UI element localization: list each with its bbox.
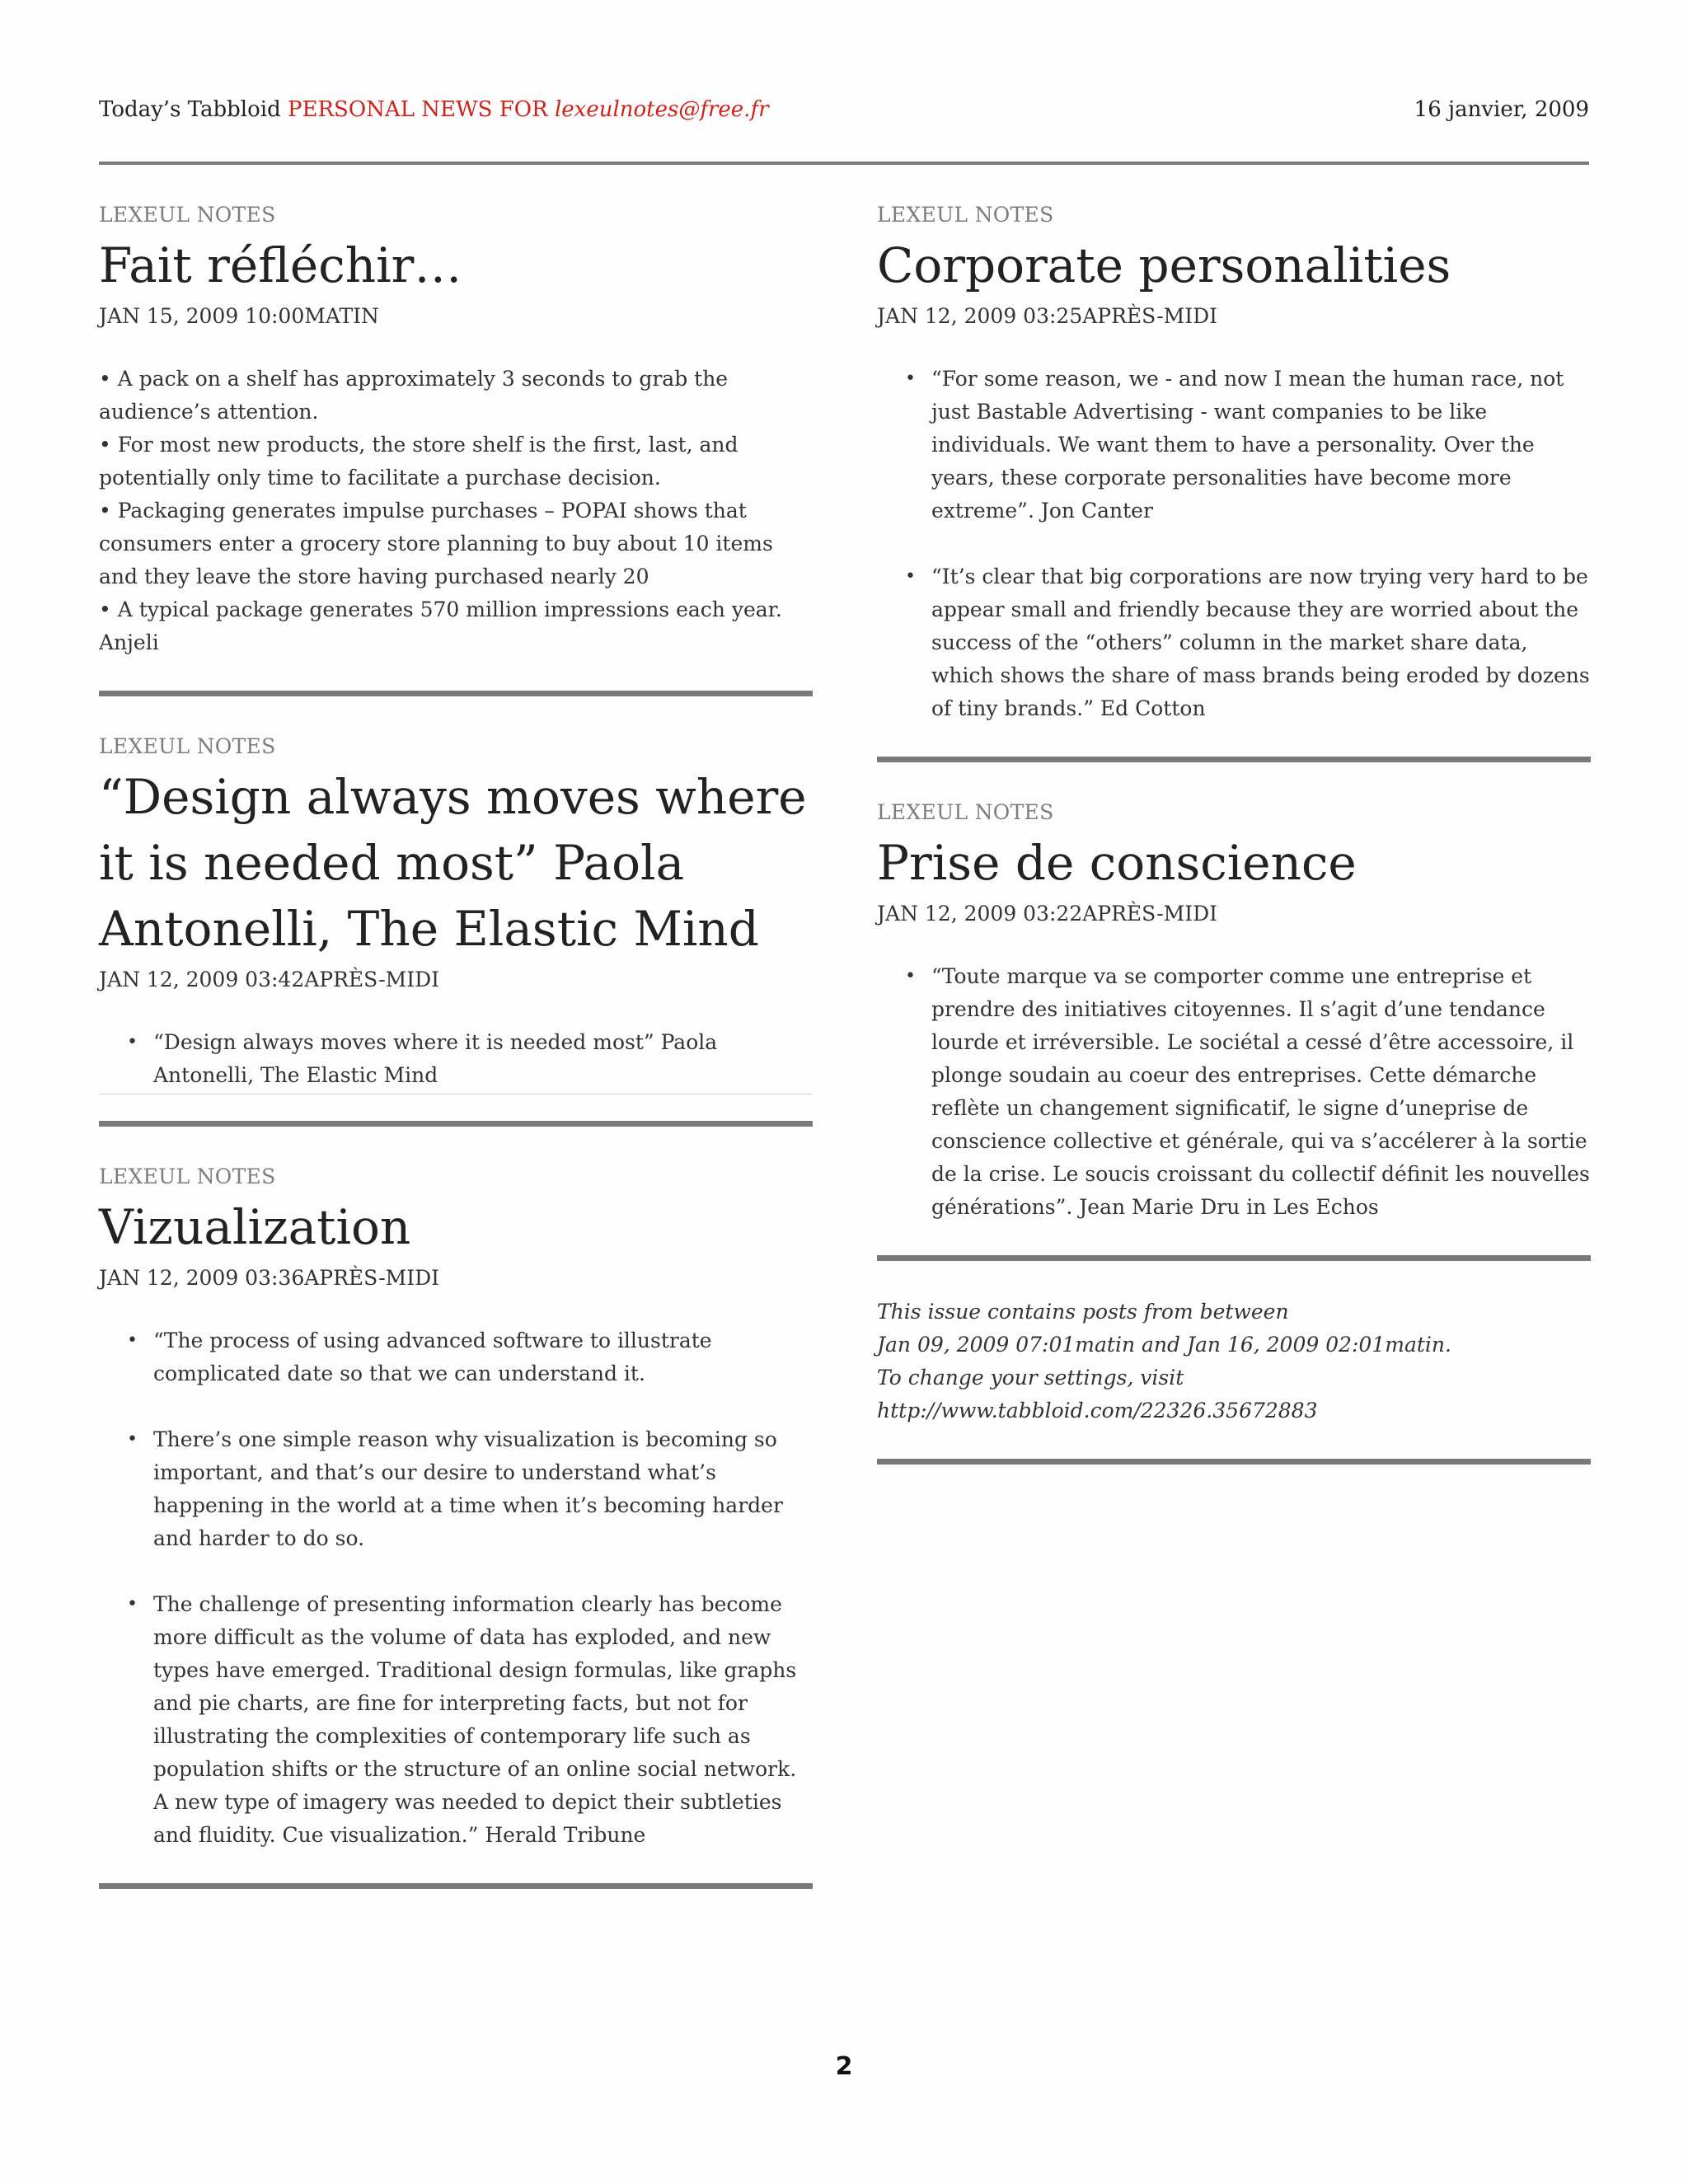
list-item: • “Toute marque va se comporter comme une entreprise et prendre des initiatives citoyennes. Il s’agit d’une tendance lourde et irréversible. Le sociétal a cessé d’être accessoire, il plonge soudain au coeur des entreprises. Cette démarche reflète un changement significatif, le signe d’uneprise de conscience collective et générale, qui va s’accélerer à la sortie de la crise. Le soucis croissant du collectif définit les nouvelles générations”. Jean Marie Dru in Les Echos — [931, 960, 1591, 1224]
article-divider — [99, 691, 813, 696]
article-body — [99, 363, 813, 659]
list-item: • “The process of using advanced software to illustrate complicated date so that we can understand it. — [153, 1324, 813, 1390]
article-divider — [877, 757, 1591, 762]
bullet-list — [99, 1324, 813, 1852]
list-item: • The challenge of presenting information clearly has become more difficult as the volume of data has exploded, and new types have emerged. Traditional design formulas, like graphs and pie charts, are fine for interpreting facts, but not for illustrating the complexities of contemporary life such as population shifts or the structure of an online social network. A new type of imagery was needed to depict their subtleties and fluidity. Cue visualization.” Herald Tribune — [153, 1588, 813, 1852]
article-vizualization — [99, 1127, 813, 1889]
article-design-always-moves — [99, 696, 813, 1127]
settings-link[interactable]: http://www.tabbloid.com/22326.35672883 — [877, 1399, 1318, 1422]
article-dateline: JAN 15, 2009 10:00MATIN — [99, 304, 379, 328]
personal-news-label: PERSONAL NEWS FOR — [288, 97, 548, 122]
article-source: LEXEUL NOTES — [99, 1165, 276, 1188]
issue-info-line: Jan 09, 2009 07:01matin and Jan 16, 2009 02:01matin. — [877, 1333, 1451, 1357]
article-body — [877, 960, 1591, 1224]
article-fait-reflechir — [99, 165, 813, 696]
right-column — [877, 165, 1591, 1465]
footer-divider — [877, 1459, 1591, 1465]
article-body — [99, 1324, 813, 1852]
body-line: • A pack on a shelf has approximately 3 seconds to grab the audience’s attention. — [99, 367, 729, 424]
article-title[interactable]: Fait réfléchir… — [99, 237, 462, 293]
body-line: • For most new products, the store shelf is the first, last, and potentially only time to facilitate a purchase decision. — [99, 433, 738, 490]
article-corporate-personalities — [877, 165, 1591, 762]
subscriber-email[interactable]: lexeulnotes@free.fr — [554, 97, 769, 122]
bullet-list — [877, 960, 1591, 1224]
list-item: • There’s one simple reason why visualization is becoming so important, and that’s our desire to understand what’s happening in the world at a time when it’s becoming harder and harder to do so. — [153, 1423, 813, 1555]
masthead-left — [99, 97, 769, 122]
list-item: • “It’s clear that big corporations are now trying very hard to be appear small and friendly because they are worried about the success of the “others” column in the market share data, which shows the share of mass brands being eroded by dozens of tiny brands.” Ed Cotton — [931, 560, 1591, 725]
article-title[interactable]: Corporate personalities — [877, 237, 1451, 293]
article-title[interactable]: Vizualization — [99, 1199, 411, 1255]
brand-name: Today’s Tabbloid — [99, 97, 281, 122]
article-body — [877, 363, 1591, 725]
bullet-list — [99, 1026, 813, 1092]
masthead — [99, 97, 1589, 122]
article-dateline: JAN 12, 2009 03:25APRÈS-MIDI — [877, 304, 1218, 328]
issue-info-line: To change your settings, visit — [877, 1366, 1184, 1390]
article-source: LEXEUL NOTES — [99, 203, 276, 227]
issue-date: 16 janvier, 2009 — [1414, 97, 1589, 122]
article-dateline: JAN 12, 2009 03:42APRÈS-MIDI — [99, 968, 440, 991]
list-item: • “Design always moves where it is needed most” Paola Antonelli, The Elastic Mind — [153, 1026, 813, 1092]
article-divider — [99, 1121, 813, 1127]
article-title[interactable]: Prise de conscience — [877, 835, 1357, 891]
article-title[interactable]: “Design always moves where it is needed most” Paola Antonelli, The Elastic Mind — [99, 769, 807, 957]
article-source: LEXEUL NOTES — [877, 203, 1054, 227]
article-source: LEXEUL NOTES — [99, 734, 276, 758]
body-line: • A typical package generates 570 million impressions each year. Anjeli — [99, 598, 782, 654]
article-body — [99, 1026, 813, 1092]
article-divider — [99, 1883, 813, 1889]
body-line: • Packaging generates impulse purchases – POPAI shows that consumers enter a grocery store planning to buy about 10 items and they leave the store having purchased nearly 20 — [99, 499, 773, 588]
left-column — [99, 165, 813, 1889]
list-item: • “For some reason, we - and now I mean the human race, not just Bastable Advertising - want companies to be like individuals. We want them to have a personality. Over the years, these corporate personalities have become more extreme”. Jon Canter — [931, 363, 1591, 527]
page-number: 2 — [835, 2052, 853, 2081]
bullet-list — [877, 363, 1591, 725]
article-divider — [877, 1255, 1591, 1261]
issue-info — [877, 1261, 1591, 1427]
article-dateline: JAN 12, 2009 03:36APRÈS-MIDI — [99, 1266, 440, 1290]
issue-info-line: This issue contains posts from between — [877, 1300, 1289, 1324]
article-source: LEXEUL NOTES — [877, 800, 1054, 824]
article-dateline: JAN 12, 2009 03:22APRÈS-MIDI — [877, 902, 1218, 926]
article-prise-de-conscience — [877, 762, 1591, 1261]
